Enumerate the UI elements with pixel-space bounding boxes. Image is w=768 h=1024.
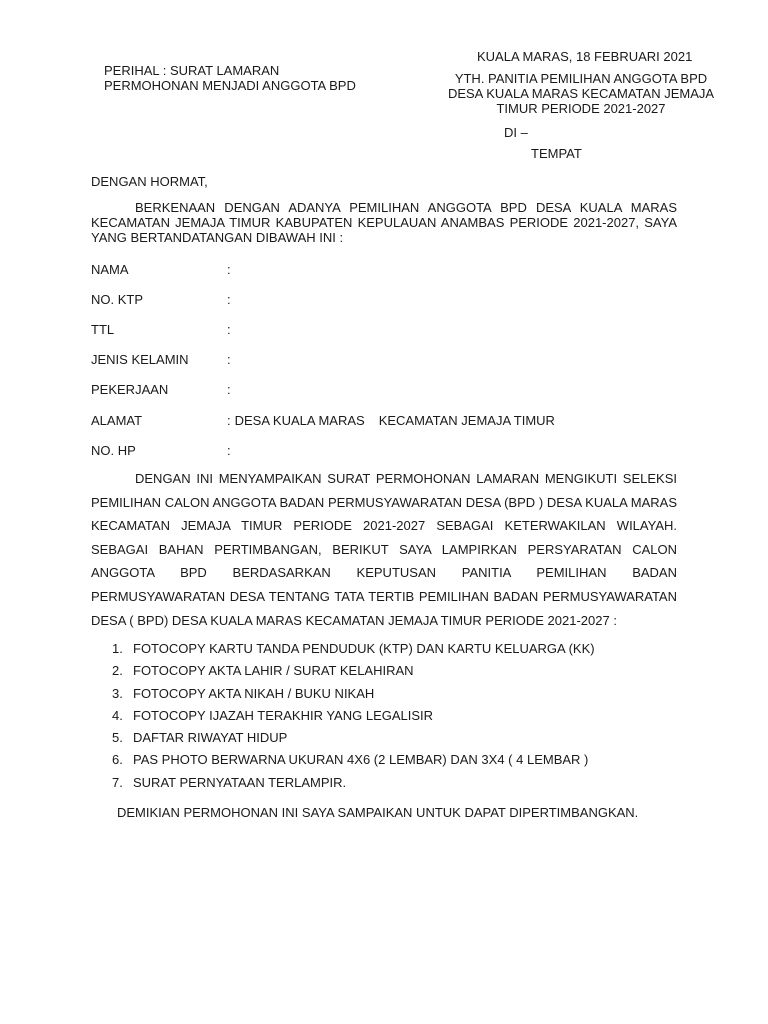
list-number: 1. xyxy=(112,641,123,656)
subject-block xyxy=(104,63,356,93)
field-colon: : xyxy=(227,262,231,277)
field-label: TTL xyxy=(91,322,115,337)
field-colon: : xyxy=(227,413,231,428)
list-text: FOTOCOPY AKTA LAHIR / SURAT KELAHIRAN xyxy=(133,663,414,679)
list-item xyxy=(91,775,595,797)
field-alamat xyxy=(91,413,555,428)
list-number: 5. xyxy=(112,730,123,746)
field-pekerjaan xyxy=(91,382,235,397)
field-value: DESA KUALA MARAS xyxy=(234,413,365,428)
list-item xyxy=(91,708,595,730)
list-item xyxy=(91,752,595,774)
field-no-ktp xyxy=(91,292,235,307)
field-label: PEKERJAAN xyxy=(91,382,169,397)
subject-line: PERIHAL : SURAT LAMARAN xyxy=(104,63,280,78)
list-item xyxy=(91,686,595,708)
field-no-hp xyxy=(91,443,235,458)
list-text: FOTOCOPY KARTU TANDA PENDUDUK (KTP) DAN KARTU KELUARGA (KK) xyxy=(133,641,595,656)
field-ttl xyxy=(91,322,235,337)
list-number: 3. xyxy=(112,685,123,701)
field-colon: : xyxy=(227,322,231,337)
salutation: DENGAN HORMAT, xyxy=(91,174,208,189)
list-number: 2. xyxy=(112,663,123,679)
body-paragraph: DENGAN INI MENYAMPAIKAN SURAT PERMOHONAN LAMARAN MENGIKUTI SELEKSI PEMILIHAN CALON ANGGOTA BADAN PERMUSYAWARATAN DESA (BPD ) DESA KUALA MARAS KECAMATAN JEMAJA TIMUR PERIODE 2021-2027 SEBAGAI KETERWAKILAN WILAYAH. SEBAGAI BAHAN PERTIMBANGAN, BERIKUT SAYA LAMPIRKAN PERSYARATAN CALON ANGGOTA BPD BERDASARKAN KEPUTUSAN PANITIA PEMILIHAN BADAN PERMUSYAWARATAN DESA TENTANG TATA TERTIB PEMILIHAN BADAN PERMUSYAWARATAN DESA ( BPD) DESA KUALA MARAS KECAMATAN JEMAJA TIMUR PERIODE 2021-2027 : xyxy=(91,471,677,628)
recipient-place: TEMPAT xyxy=(531,146,582,161)
field-label: NAMA xyxy=(91,262,129,277)
field-colon: : xyxy=(227,443,231,458)
list-item xyxy=(91,663,595,685)
list-item xyxy=(91,730,595,752)
field-label: ALAMAT xyxy=(91,413,143,428)
subject-line: PERMOHONAN MENJADI ANGGOTA BPD xyxy=(104,78,356,93)
list-number: 7. xyxy=(112,774,123,790)
field-jenis-kelamin xyxy=(91,352,235,367)
intro-paragraph: BERKENAAN DENGAN ADANYA PEMILIHAN ANGGOTA BPD DESA KUALA MARAS KECAMATAN JEMAJA TIMUR KABUPATEN KEPULAUAN ANAMBAS PERIODE 2021-2027, SAYA YANG BERTANDATANGAN DIBAWAH INI : xyxy=(91,200,677,245)
list-number: 4. xyxy=(112,707,123,723)
field-colon: : xyxy=(227,352,231,367)
field-colon: : xyxy=(227,382,231,397)
closing-statement: DEMIKIAN PERMOHONAN INI SAYA SAMPAIKAN UNTUK DAPAT DIPERTIMBANGKAN. xyxy=(117,805,639,820)
field-label: NO. HP xyxy=(91,443,136,458)
recipient-address: YTH. PANITIA PEMILIHAN ANGGOTA BPD DESA KUALA MARAS KECAMATAN JEMAJA TIMUR PERIODE 2021-2027 xyxy=(447,71,715,116)
field-label: NO. KTP xyxy=(91,292,144,307)
list-text: PAS PHOTO BERWARNA UKURAN 4X6 (2 LEMBAR) DAN 3X4 ( 4 LEMBAR ) xyxy=(133,752,589,768)
list-number: 6. xyxy=(112,752,123,768)
list-text: SURAT PERNYATAAN TERLAMPIR. xyxy=(133,774,347,790)
field-label: JENIS KELAMIN xyxy=(91,352,189,367)
list-text: FOTOCOPY AKTA NIKAH / BUKU NIKAH xyxy=(133,685,375,701)
field-nama xyxy=(91,262,235,277)
list-text: FOTOCOPY IJAZAH TERAKHIR YANG LEGALISIR xyxy=(133,707,434,723)
list-item xyxy=(91,641,595,663)
field-value-secondary: KECAMATAN JEMAJA TIMUR xyxy=(378,413,555,428)
field-colon: : xyxy=(227,292,231,307)
requirements-list xyxy=(91,641,595,797)
list-text: DAFTAR RIWAYAT HIDUP xyxy=(133,730,288,746)
recipient-di: DI – xyxy=(504,125,528,140)
letter-date: KUALA MARAS, 18 FEBRUARI 2021 xyxy=(477,49,693,64)
